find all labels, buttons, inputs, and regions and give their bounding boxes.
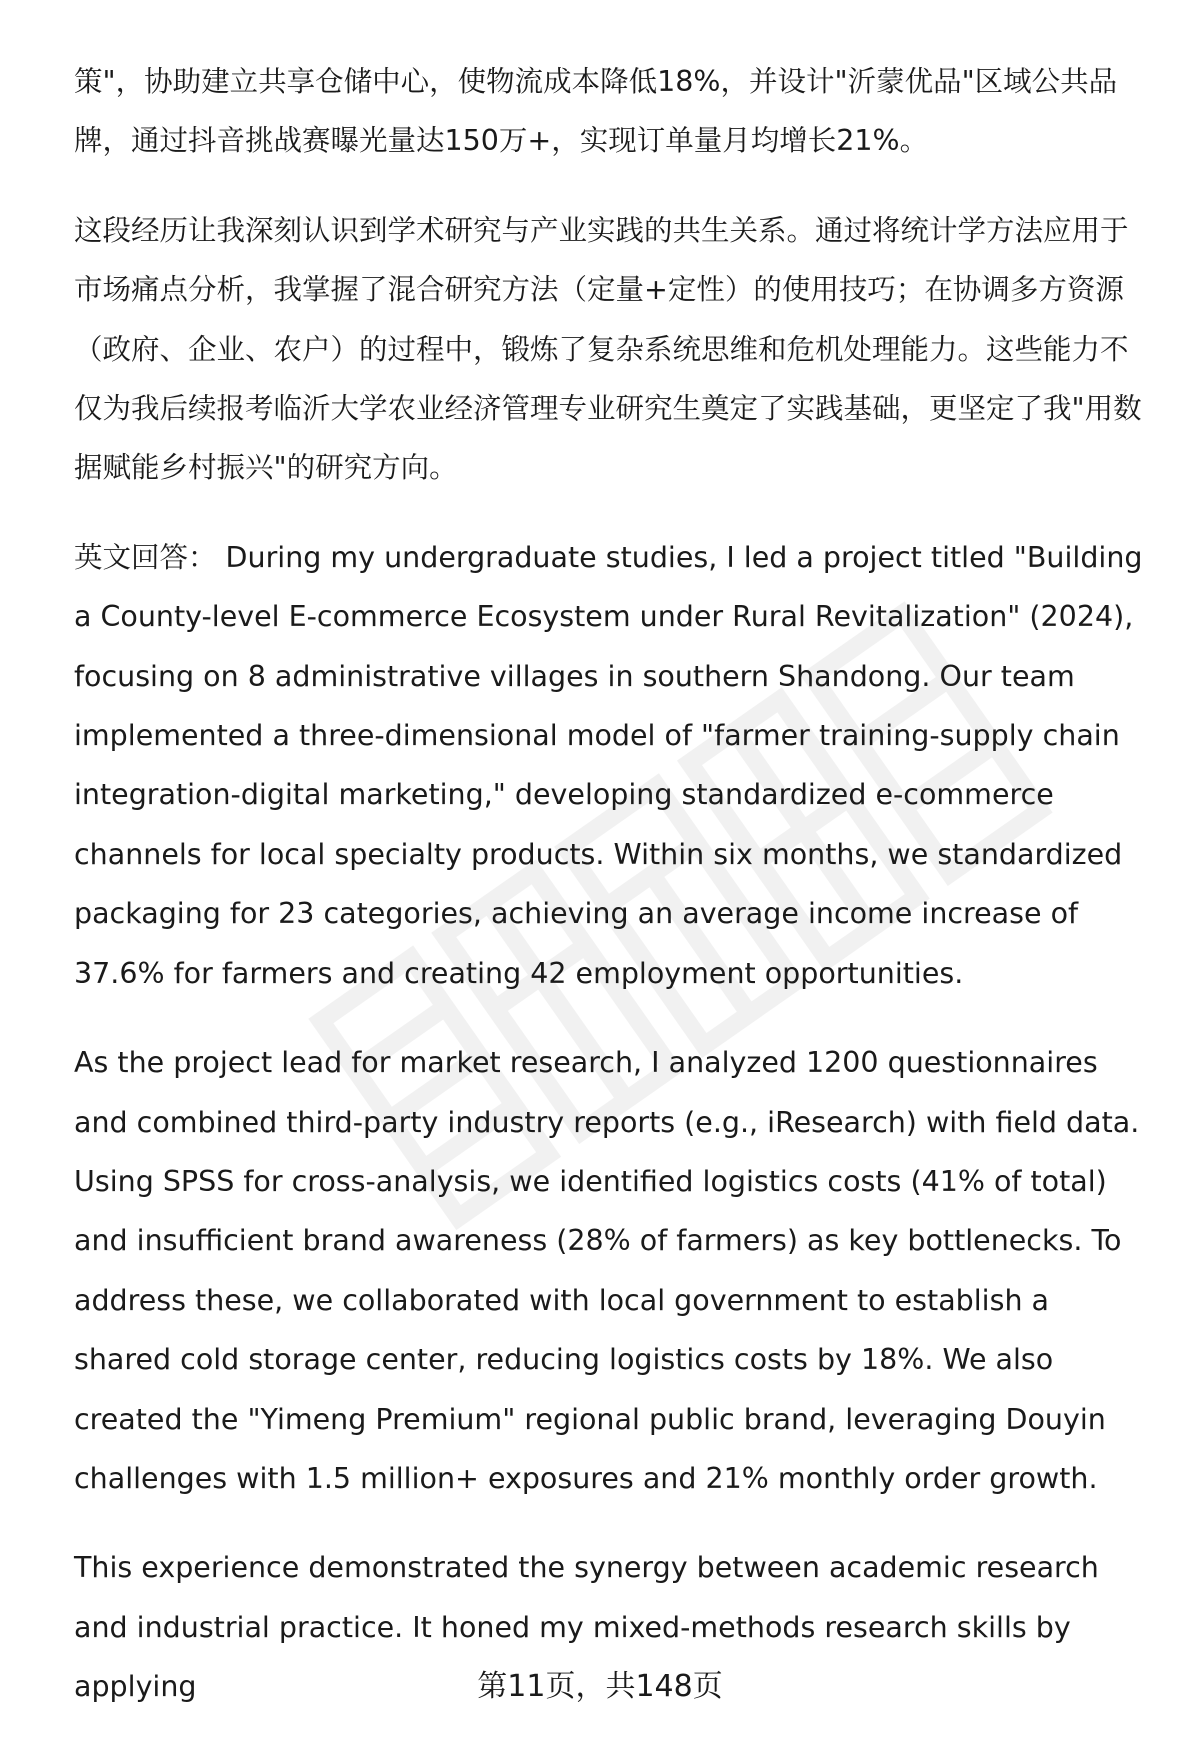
document-body (74, 52, 1152, 1747)
paragraph-cn-reflection: 这段经历让我深刻认识到学术研究与产业实践的共生关系。通过将统计学方法应用于市场痛点分析，我掌握了混合研究方法（定量+定性）的使用技巧；在协调多方资源（政府、企业、农户）的过程中，锻炼了复杂系统思维和危机处理能力。这些能力不仅为我后续报考临沂大学农业经济管理专业研究生奠定了实践基础，更坚定了我"用数据赋能乡村振兴"的研究方向。 (74, 213, 1142, 485)
paragraph-en-experience: This experience demonstrated the synergy between academic research and industrial practice. It honed my mixed-methods research skills by applying (74, 1551, 1099, 1704)
paragraph-cn-continuation: 策"，协助建立共享仓储中心，使物流成本降低18%，并设计"沂蒙优品"区域公共品牌，通过抖音挑战赛曝光量达150万+，实现订单量月均增长21%。 (74, 65, 1118, 158)
paragraph-en-answer-intro: 英文回答： During my undergraduate studies, I led a project titled "Building a County-level E-commerce Ecosystem under Rural Revitalization" (2024), focusing on 8 administrative villages in southern Shandong. Our team implemented a three-dimensional model of "farmer training-supply chain integration-digital marketing," developing standardized e-commerce channels for local specialty products. Within six months, we standardized packaging for 23 categories, achieving an average income increase of 37.6% for farmers and creating 42 employment opportunities. (74, 540, 1143, 990)
paragraph-en-market-research: As the project lead for market research, I analyzed 1200 questionnaires and combined third-party industry reports (e.g., iResearch) with field data. Using SPSS for cross-analysis, we identified logistics costs (41% of total) and insufficient brand awareness (28% of farmers) as key bottlenecks. To address these, we collaborated with local government to establish a shared cold storage center, reducing logistics costs by 18%. We also created the "Yimeng Premium" regional public brand, leveraging Douyin challenges with 1.5 million+ exposures and 21% monthly order growth. (74, 1046, 1140, 1495)
page-number-footer: 第11页，共148页 (477, 1669, 723, 1704)
